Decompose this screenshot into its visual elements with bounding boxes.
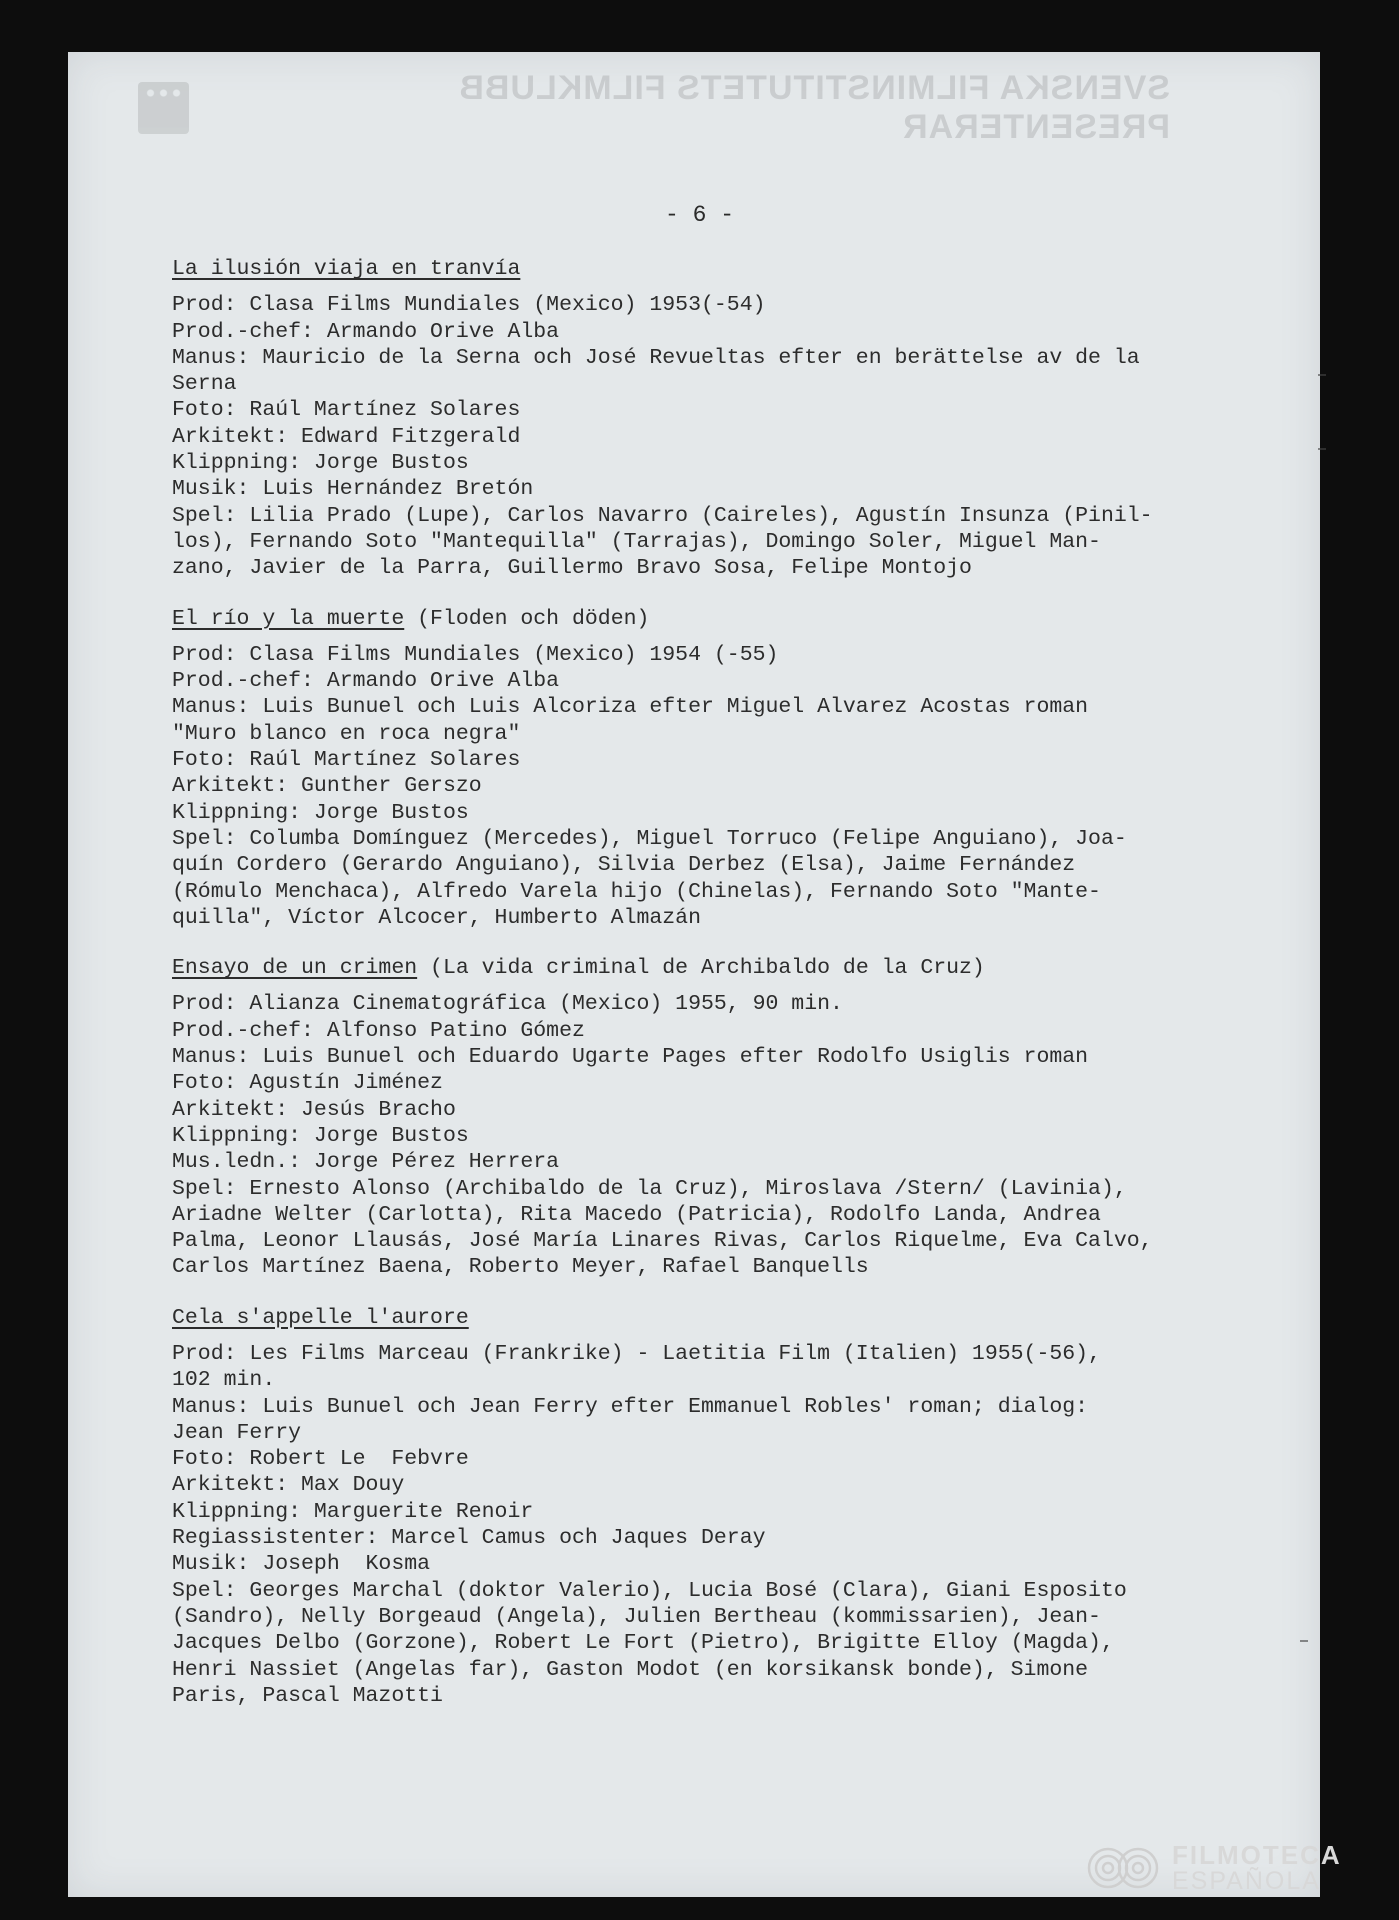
logo-name-line1: FILMOTECA bbox=[1172, 1840, 1342, 1870]
film-alt-title: (Floden och döden) bbox=[417, 606, 650, 631]
credit-line: Serna bbox=[172, 372, 237, 397]
film-title: Cela s'appelle l'aurore bbox=[172, 1305, 469, 1330]
credit-line: Klippning: Jorge Bustos bbox=[172, 451, 469, 476]
credit-line: Klippning: Jorge Bustos bbox=[172, 800, 469, 825]
credit-line: Spel: Lilia Prado (Lupe), Carlos Navarro (Caireles), Agustín Insunza (Pinil- bbox=[172, 503, 1153, 528]
page-number: - 6 - bbox=[664, 202, 734, 228]
credit-line: 102 min. bbox=[172, 1368, 276, 1393]
credit-line: Prod.-chef: Alfonso Patino Gómez bbox=[172, 1018, 585, 1043]
credit-line: Manus: Mauricio de la Serna och José Revueltas efter en berättelse av de la bbox=[172, 345, 1140, 370]
credit-line: Prod.-chef: Armando Orive Alba bbox=[172, 669, 560, 694]
credit-line: Foto: Raúl Martínez Solares bbox=[172, 398, 521, 423]
credit-line: Jean Ferry bbox=[172, 1420, 302, 1445]
credit-line: Musik: Joseph Kosma bbox=[172, 1552, 431, 1577]
credit-line: Paris, Pascal Mazotti bbox=[172, 1683, 443, 1708]
film-section bbox=[172, 1305, 1212, 1709]
credit-line: zano, Javier de la Parra, Guillermo Bravo Sosa, Felipe Montojo bbox=[172, 556, 972, 581]
filmoteca-logo bbox=[1086, 1842, 1342, 1894]
margin-mark bbox=[1318, 374, 1326, 376]
credit-line: Klippning: Jorge Bustos bbox=[172, 1123, 469, 1148]
credit-line: Manus: Luis Bunuel och Jean Ferry efter Emmanuel Robles' roman; dialog: bbox=[172, 1394, 1089, 1419]
credit-line: Regiassistenter: Marcel Camus och Jaques Deray bbox=[172, 1526, 766, 1551]
credit-line: Prod: Les Films Marceau (Frankrike) - Laetitia Film (Italien) 1955(-56), bbox=[172, 1341, 1101, 1366]
credit-line: Arkitekt: Edward Fitzgerald bbox=[172, 424, 521, 449]
credit-line: Foto: Agustín Jiménez bbox=[172, 1071, 443, 1096]
credit-line: Prod: Clasa Films Mundiales (Mexico) 1953(-54) bbox=[172, 293, 766, 318]
credit-line: Foto: Robert Le Febvre bbox=[172, 1447, 469, 1472]
credit-line: Spel: Columba Domínguez (Mercedes), Miguel Torruco (Felipe Anguiano), Joa- bbox=[172, 826, 1127, 851]
credit-line: Prod.-chef: Armando Orive Alba bbox=[172, 319, 560, 344]
credit-line: (Sandro), Nelly Borgeaud (Angela), Julien Bertheau (kommissarien), Jean- bbox=[172, 1604, 1101, 1629]
film-title: El río y la muerte bbox=[172, 606, 405, 631]
film-list bbox=[172, 256, 1212, 1733]
credit-line: quilla", Víctor Alcocer, Humberto Almazán bbox=[172, 905, 701, 930]
credit-line: Arkitekt: Jesús Bracho bbox=[172, 1097, 456, 1122]
film-section bbox=[172, 256, 1212, 582]
credit-line: Palma, Leonor Llausás, José María Linares Rivas, Carlos Riquelme, Eva Calvo, bbox=[172, 1229, 1153, 1254]
credit-line: (Rómulo Menchaca), Alfredo Varela hijo (Chinelas), Fernando Soto "Mante- bbox=[172, 879, 1101, 904]
film-section bbox=[172, 955, 1212, 1281]
film-heading bbox=[172, 256, 1212, 282]
film-section bbox=[172, 606, 1212, 932]
credit-line: Carlos Martínez Baena, Roberto Meyer, Rafael Banquells bbox=[172, 1255, 869, 1280]
credit-line: Spel: Ernesto Alonso (Archibaldo de la Cruz), Miroslava /Stern/ (Lavinia), bbox=[172, 1176, 1127, 1201]
credit-line: Manus: Luis Bunuel och Luis Alcoriza efter Miguel Alvarez Acostas roman bbox=[172, 695, 1089, 720]
watermark bbox=[120, 69, 1170, 146]
credit-line: Arkitekt: Gunther Gerszo bbox=[172, 774, 482, 799]
credit-line: Prod: Clasa Films Mundiales (Mexico) 1954 (-55) bbox=[172, 642, 779, 667]
film-alt-title: (La vida criminal de Archibaldo de la Cruz) bbox=[430, 956, 985, 981]
film-club-logo-icon bbox=[138, 82, 189, 134]
watermark-text: SVENSKA FILMINSTITUTETS FILMKLUBB PRESENTERAR bbox=[458, 69, 1170, 146]
credit-line: los), Fernando Soto "Mantequilla" (Tarrajas), Domingo Soler, Miguel Man- bbox=[172, 529, 1101, 554]
credit-line: quín Cordero (Gerardo Anguiano), Silvia Derbez (Elsa), Jaime Fernández bbox=[172, 853, 1076, 878]
credit-line: Henri Nassiet (Angelas far), Gaston Modot (en korsikansk bonde), Simone bbox=[172, 1657, 1089, 1682]
credit-line: Arkitekt: Max Douy bbox=[172, 1473, 405, 1498]
film-heading bbox=[172, 606, 1212, 632]
credit-line: Prod: Alianza Cinematográfica (Mexico) 1955, 90 min. bbox=[172, 992, 843, 1017]
credit-line: Klippning: Marguerite Renoir bbox=[172, 1499, 534, 1524]
credit-line: "Muro blanco en roca negra" bbox=[172, 721, 521, 746]
credit-line: Manus: Luis Bunuel och Eduardo Ugarte Pages efter Rodolfo Usiglis roman bbox=[172, 1045, 1089, 1070]
film-title: La ilusión viaja en tranvía bbox=[172, 257, 521, 281]
credit-line: Foto: Raúl Martínez Solares bbox=[172, 748, 521, 773]
credit-line: Spel: Georges Marchal (doktor Valerio), Lucia Bosé (Clara), Giani Esposito bbox=[172, 1578, 1127, 1603]
film-heading bbox=[172, 1305, 1212, 1331]
credit-line: Jacques Delbo (Gorzone), Robert Le Fort (Pietro), Brigitte Elloy (Magda), bbox=[172, 1631, 1114, 1656]
margin-mark bbox=[1318, 448, 1326, 450]
margin-mark bbox=[1300, 1640, 1308, 1642]
logo-name-line2: ESPAÑOLA bbox=[1172, 1867, 1321, 1895]
credit-line: Mus.ledn.: Jorge Pérez Herrera bbox=[172, 1150, 560, 1175]
credit-line: Ariadne Welter (Carlotta), Rita Macedo (Patricia), Rodolfo Landa, Andrea bbox=[172, 1202, 1101, 1227]
film-heading bbox=[172, 955, 1212, 981]
film-title: Ensayo de un crimen bbox=[172, 956, 418, 981]
credit-line: Musik: Luis Hernández Bretón bbox=[172, 477, 534, 502]
spiral-logo-icon bbox=[1086, 1845, 1160, 1891]
